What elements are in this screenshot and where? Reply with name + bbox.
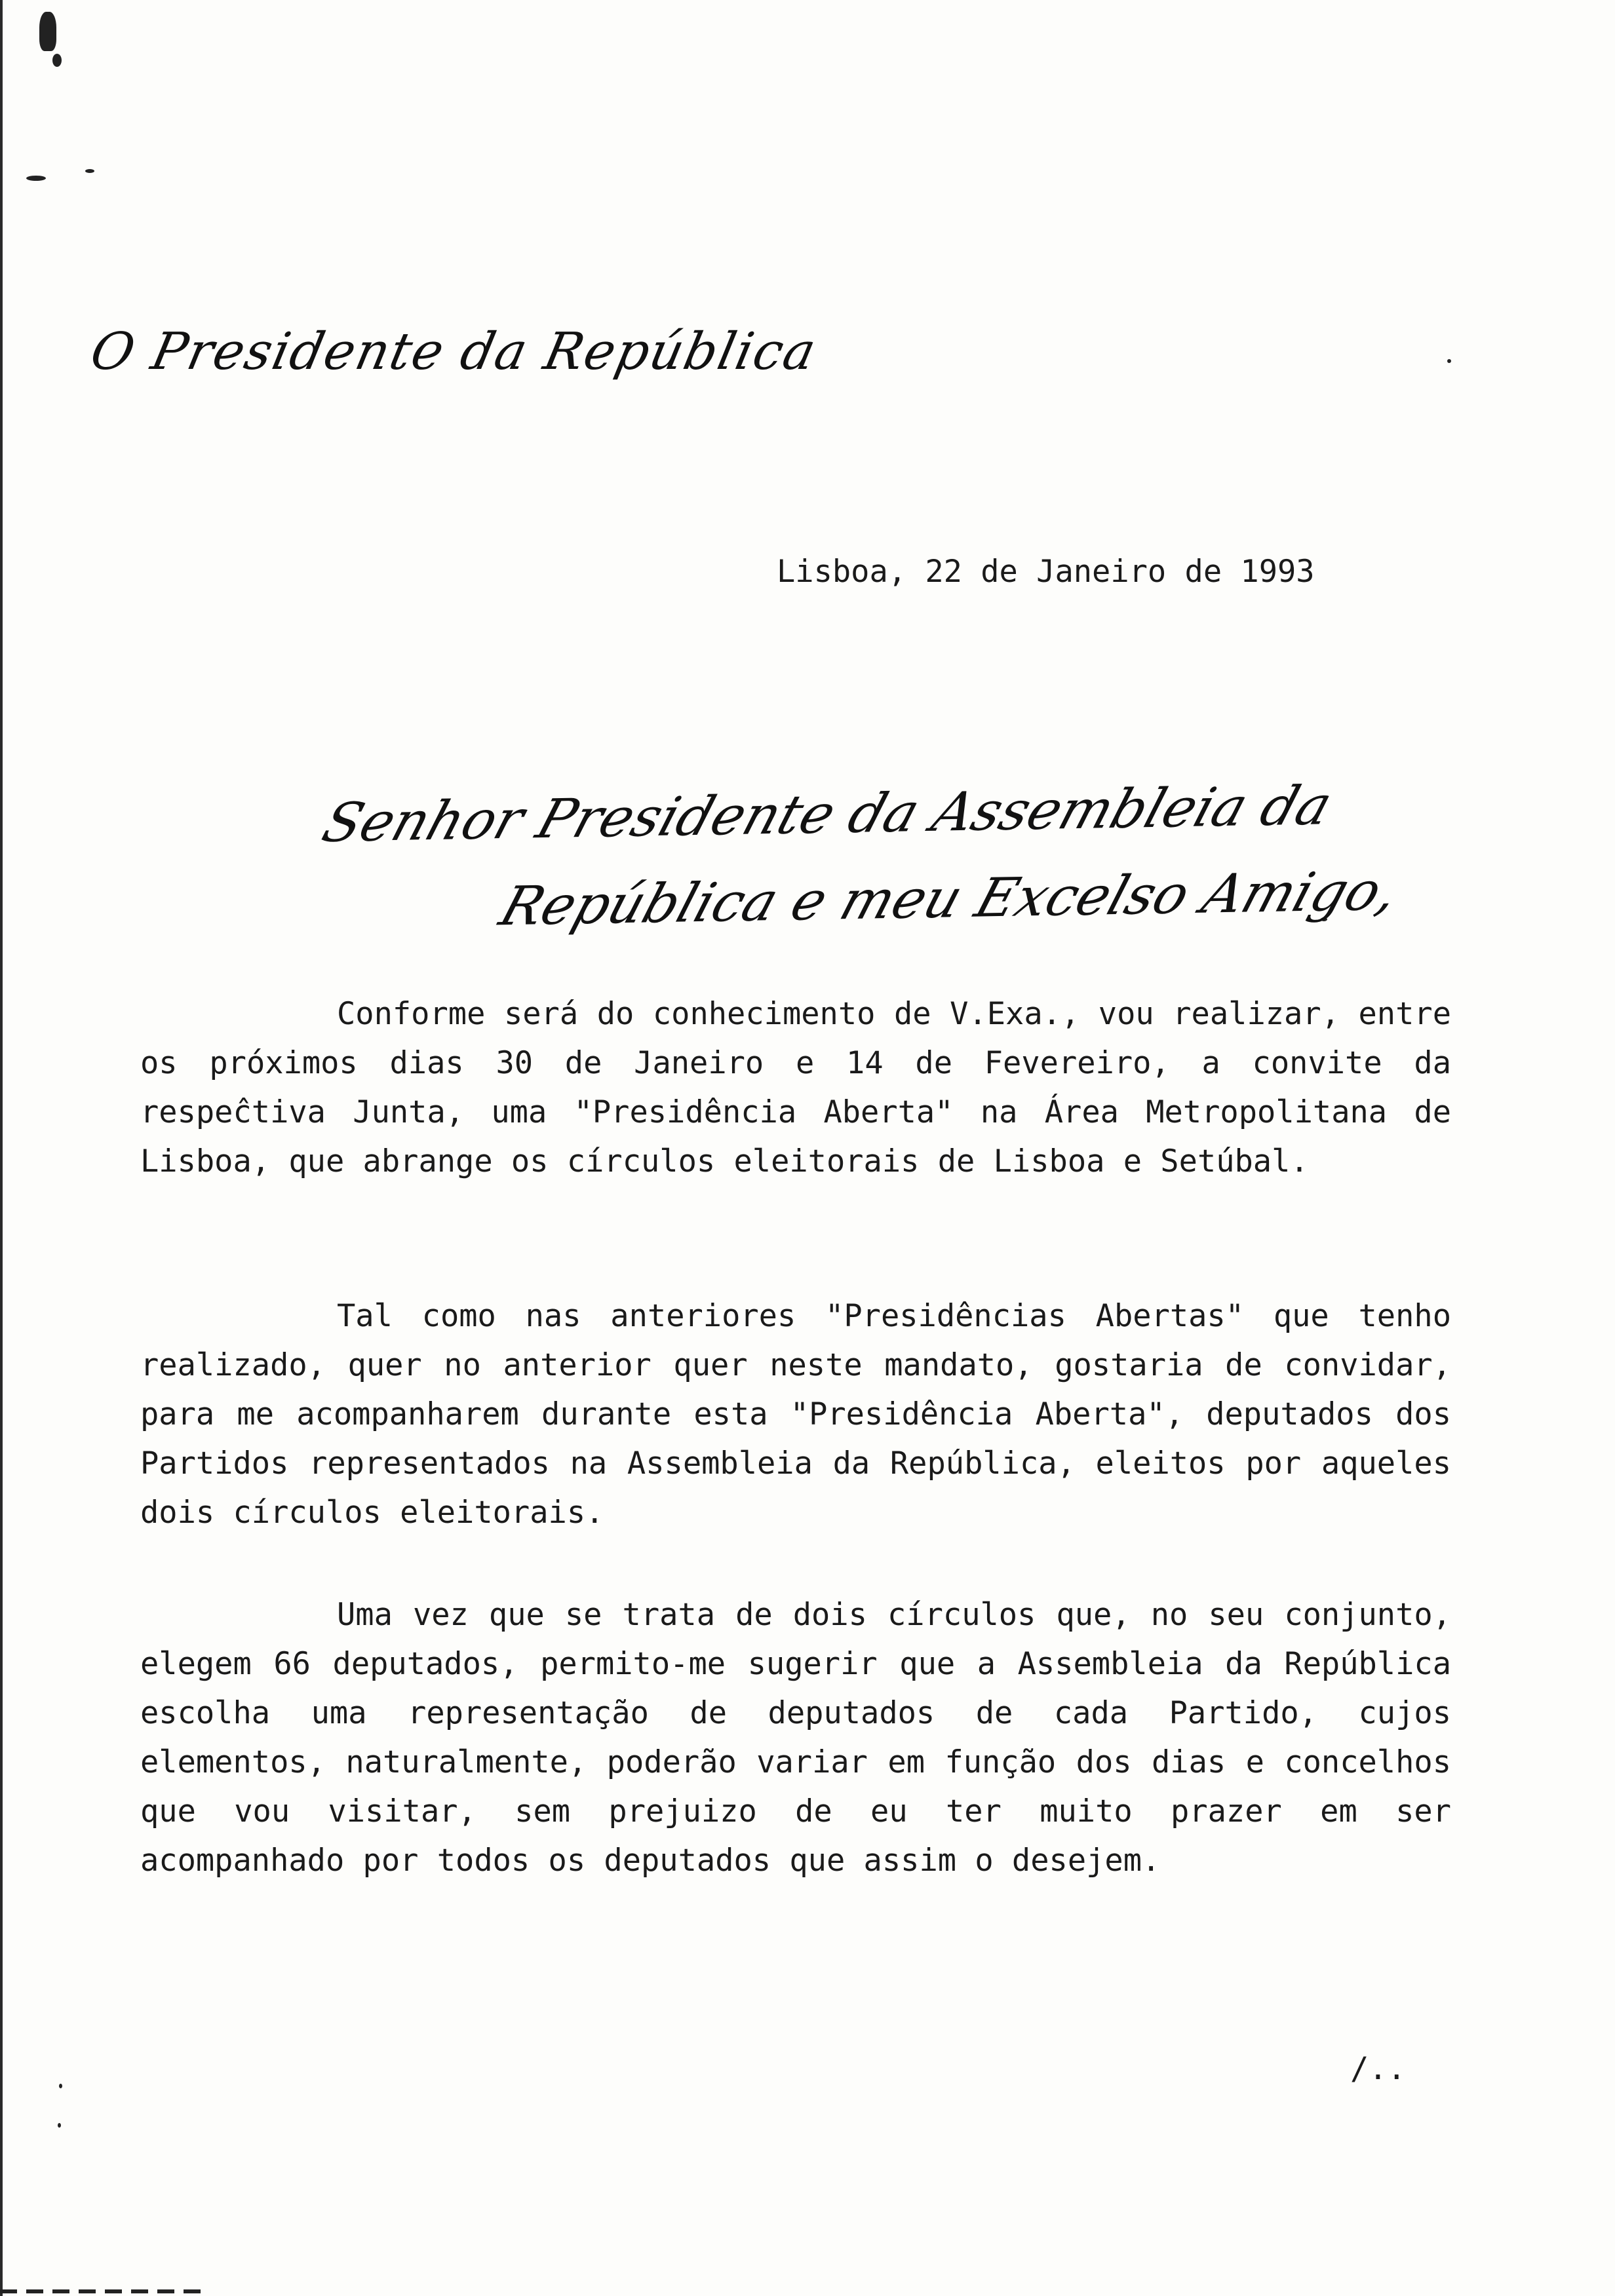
date-line: Lisboa, 22 de Janeiro de 1993 xyxy=(777,554,1315,590)
scan-left-edge xyxy=(0,0,3,2296)
page-continuation-mark: /.. xyxy=(1350,2051,1406,2087)
scan-mark xyxy=(52,54,62,67)
body-paragraph: Conforme será do conhecimento de V.Exa., vou realizar, entre os próximos dias 30 de Janeiro e 14 de Fevereiro, a convite da respeĉtiva Junta, uma "Presidência Aberta" na Área Metropolitana de Lisboa, que abrange os círculos eleitorais de Lisboa e Setúbal. xyxy=(140,996,1451,1179)
body-paragraph: Uma vez que se trata de dois círculos que, no seu conjunto, elegem 66 deputados, permito-me sugerir que a Assembleia da República escolha uma representação de deputados de cada Partido, cujos elementos, naturalmente, poderão variar em função dos dias e concelhos que vou visitar, sem prejuizo de eu ter muito prazer em ser acompanhado por todos os deputados que assim o desejem. xyxy=(140,1597,1451,1879)
scan-mark xyxy=(26,176,46,181)
scan-mark xyxy=(1447,359,1451,363)
scan-mark xyxy=(59,2084,62,2088)
scan-mark xyxy=(39,12,56,51)
body-paragraph: Tal como nas anteriores "Presidências Abertas" que tenho realizado, quer no anterior quer neste mandato, gostaria de convidar, para me acompanharem durante esta "Presidência Aberta", deputados dos Partidos representados na Assembleia da República, eleitos por aqueles dois círculos eleitorais. xyxy=(140,1298,1451,1531)
handwritten-salutation-line-1: Senhor Presidente da Assembleia da xyxy=(315,775,1340,854)
scan-bottom-edge xyxy=(0,2289,203,2293)
letterhead-title: O Presidente da República xyxy=(85,322,823,381)
handwritten-salutation-line-2: República e meu Excelso Amigo, xyxy=(492,860,1407,938)
scan-mark xyxy=(85,169,94,173)
scan-mark xyxy=(58,2123,61,2128)
